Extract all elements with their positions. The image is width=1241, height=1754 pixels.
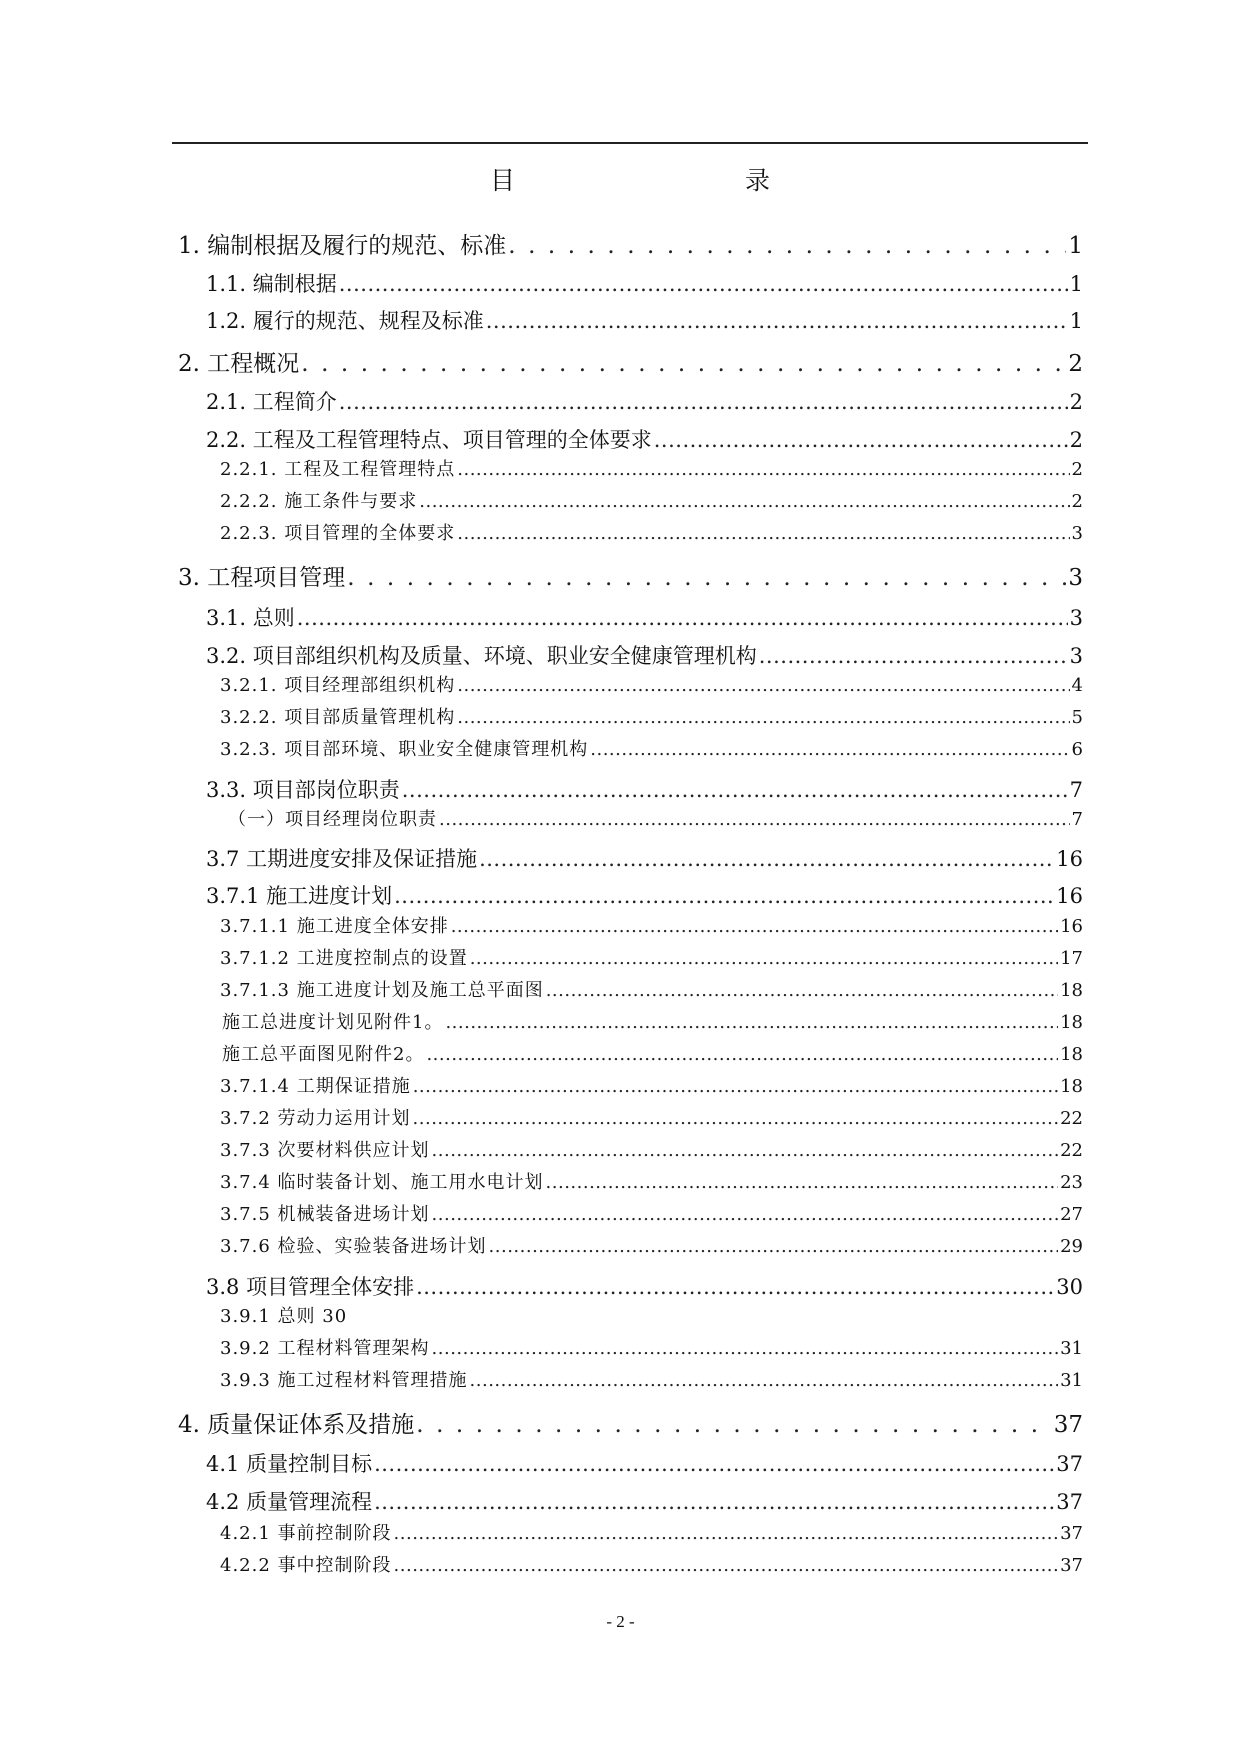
dot-leader bbox=[402, 774, 1068, 806]
dot-leader bbox=[457, 520, 1069, 548]
toc-entry-text: 3. 工程项目管理 bbox=[178, 565, 346, 591]
toc-entry-level3[interactable] bbox=[220, 1552, 1083, 1580]
toc-entry-page: 16 bbox=[1056, 847, 1083, 871]
toc-entry-page: 37 bbox=[1053, 1412, 1083, 1438]
toc-entry-level3[interactable] bbox=[220, 1520, 1083, 1548]
dot-leader bbox=[546, 977, 1058, 1005]
dot-leader bbox=[590, 736, 1069, 764]
toc-entry-page: 2 bbox=[1069, 390, 1083, 414]
toc-entry-page: 18 bbox=[1060, 1076, 1083, 1097]
toc-entry-page: 2 bbox=[1071, 491, 1083, 512]
toc-entry-level3[interactable] bbox=[220, 488, 1083, 516]
dot-leader bbox=[374, 1448, 1054, 1480]
toc-entry-page: 3 bbox=[1068, 565, 1083, 591]
toc-entry-text: 1.1. 编制根据 bbox=[206, 272, 337, 296]
toc-entry-page: 2 bbox=[1068, 351, 1083, 377]
toc-entry-text: 3.7.4 临时装备计划、施工用水电计划 bbox=[220, 1172, 544, 1193]
toc-entry-level1[interactable] bbox=[178, 229, 1083, 263]
dot-leader bbox=[416, 1271, 1054, 1303]
dot-leader bbox=[470, 1367, 1059, 1395]
toc-entry-text: 施工总进度计划见附件1。 bbox=[222, 1012, 444, 1033]
toc-entry-level2[interactable] bbox=[206, 1486, 1083, 1518]
dot-leader bbox=[445, 1009, 1058, 1037]
toc-entry-text: 3.9.3 施工过程材料管理措施 bbox=[220, 1370, 468, 1391]
toc-entry-text: 3.7.1.2 工进度控制点的设置 bbox=[220, 948, 468, 969]
dot-leader bbox=[489, 1233, 1059, 1261]
dot-leader bbox=[432, 1137, 1059, 1165]
toc-entry-text: 3.9.1 总则 30 bbox=[220, 1306, 348, 1327]
toc-entry-text: 3.2.1. 项目经理部组织机构 bbox=[220, 675, 456, 696]
toc-entry-page: 37 bbox=[1060, 1523, 1083, 1544]
toc-entry-level3[interactable] bbox=[220, 1137, 1083, 1165]
dot-leader bbox=[413, 1105, 1059, 1133]
toc-entry-level3[interactable] bbox=[220, 736, 1083, 764]
toc-entry-text: 2.2. 工程及工程管理特点、项目管理的全体要求 bbox=[206, 428, 652, 452]
toc-entry-page: 7 bbox=[1071, 809, 1083, 830]
dot-leader bbox=[439, 806, 1070, 834]
toc-entry-text: 3.7.1.4 工期保证措施 bbox=[220, 1076, 411, 1097]
toc-entry-text: 2.2.3. 项目管理的全体要求 bbox=[220, 523, 456, 544]
toc-entry-text: 3.1. 总则 bbox=[206, 606, 295, 630]
dot-leader bbox=[479, 843, 1054, 875]
toc-entry-level3[interactable] bbox=[220, 913, 1083, 941]
dot-leader bbox=[394, 1552, 1059, 1580]
dot-leader bbox=[470, 945, 1058, 973]
toc-entry-level3[interactable] bbox=[220, 704, 1083, 732]
toc-entry-level3[interactable] bbox=[220, 977, 1083, 1005]
dot-leader bbox=[457, 704, 1069, 732]
toc-entry-level2[interactable] bbox=[206, 640, 1083, 672]
toc-entry-level2[interactable] bbox=[206, 774, 1083, 806]
toc-entry-page: 4 bbox=[1071, 675, 1083, 696]
toc-entry-text: 施工总平面图见附件2。 bbox=[222, 1044, 425, 1065]
toc-entry-level3[interactable] bbox=[220, 1201, 1083, 1229]
toc-entry-text: 4. 质量保证体系及措施 bbox=[178, 1412, 415, 1438]
toc-entry-text: 3.2.3. 项目部环境、职业安全健康管理机构 bbox=[220, 739, 589, 760]
dot-leader bbox=[301, 347, 1066, 381]
toc-entry-text: 3.7.1 施工进度计划 bbox=[206, 884, 393, 908]
toc-entry-level2[interactable] bbox=[206, 1448, 1083, 1480]
toc-entry-level3[interactable] bbox=[220, 1233, 1083, 1261]
toc-entry-text: 2.2.1. 工程及工程管理特点 bbox=[220, 459, 456, 480]
toc-entry-text: （一）项目经理岗位职责 bbox=[228, 809, 437, 830]
dot-leader bbox=[297, 602, 1068, 634]
toc-entry-text: 4.2.1 事前控制阶段 bbox=[220, 1523, 392, 1544]
dot-leader bbox=[654, 424, 1068, 456]
toc-entry-level3[interactable] bbox=[222, 1009, 1083, 1037]
dot-leader bbox=[347, 561, 1066, 595]
toc-entry-level3[interactable] bbox=[220, 520, 1083, 548]
toc-entry-text: 3.7 工期进度安排及保证措施 bbox=[206, 847, 478, 871]
dot-leader bbox=[546, 1169, 1059, 1197]
toc-entry-text: 4.1 质量控制目标 bbox=[206, 1452, 373, 1476]
toc-entry-page: 1 bbox=[1068, 233, 1083, 259]
toc-entry-page: 31 bbox=[1060, 1338, 1083, 1359]
toc-entry-text: 3.2. 项目部组织机构及质量、环境、职业安全健康管理机构 bbox=[206, 644, 757, 668]
toc-entry-text: 3.7.1.3 施工进度计划及施工总平面图 bbox=[220, 980, 544, 1001]
toc-entry-page: 3 bbox=[1069, 606, 1083, 630]
toc-entry-page: 16 bbox=[1056, 884, 1083, 908]
dot-leader bbox=[426, 1041, 1058, 1069]
toc-entry-text: 3.8 项目管理全体安排 bbox=[206, 1275, 415, 1299]
toc-entry-page: 18 bbox=[1060, 1012, 1083, 1033]
toc-entry-page: 1 bbox=[1069, 272, 1083, 296]
toc-entry-page: 2 bbox=[1071, 459, 1083, 480]
dot-leader bbox=[413, 1073, 1058, 1101]
toc-entry-level2[interactable] bbox=[206, 843, 1083, 875]
toc-entry-page: 31 bbox=[1060, 1370, 1083, 1391]
dot-leader bbox=[416, 1408, 1051, 1442]
dot-leader bbox=[432, 1201, 1059, 1229]
toc-entry-page: 18 bbox=[1060, 1044, 1083, 1065]
toc-entry-text: 3.9.2 工程材料管理架构 bbox=[220, 1338, 430, 1359]
toc-entry-page: 2 bbox=[1069, 428, 1083, 452]
toc-entry-page: 22 bbox=[1060, 1108, 1083, 1129]
toc-entry-page: 5 bbox=[1071, 707, 1083, 728]
toc-entry-text: 1.2. 履行的规范、规程及标准 bbox=[206, 309, 484, 333]
toc-entry-page: 37 bbox=[1060, 1555, 1083, 1576]
toc-entry-page: 6 bbox=[1071, 739, 1083, 760]
toc-entry-page: 17 bbox=[1060, 948, 1083, 969]
toc-entry-level3[interactable] bbox=[220, 672, 1083, 700]
toc-entry-level3[interactable] bbox=[220, 456, 1083, 484]
dot-leader bbox=[508, 229, 1066, 263]
toc-entry-text: 2. 工程概况 bbox=[178, 351, 300, 377]
toc-entry-level3[interactable] bbox=[220, 945, 1083, 973]
dot-leader bbox=[451, 913, 1058, 941]
toc-entry-level3[interactable] bbox=[220, 1303, 1083, 1331]
toc-entry-page: 18 bbox=[1060, 980, 1083, 1001]
toc-entry-text: 3.7.2 劳动力运用计划 bbox=[220, 1108, 411, 1129]
toc-title: 目 录 bbox=[489, 166, 830, 195]
toc-entry-page: 16 bbox=[1060, 916, 1083, 937]
toc-entry-level3[interactable] bbox=[220, 1105, 1083, 1133]
toc-entry-page: 30 bbox=[1056, 1275, 1083, 1299]
dot-leader bbox=[394, 1520, 1059, 1548]
dot-leader bbox=[339, 268, 1068, 300]
toc-entry-page: 1 bbox=[1069, 309, 1083, 333]
toc-entry-text: 1. 编制根据及履行的规范、标准 bbox=[178, 233, 507, 259]
toc-entry-level2[interactable] bbox=[206, 268, 1083, 300]
dot-leader bbox=[339, 386, 1068, 418]
toc-entry-level3[interactable] bbox=[222, 1041, 1083, 1069]
toc-entry-text: 3.7.1.1 施工进度全体安排 bbox=[220, 916, 449, 937]
toc-entry-text: 4.2.2 事中控制阶段 bbox=[220, 1555, 392, 1576]
toc-entry-level3[interactable] bbox=[220, 1335, 1083, 1363]
dot-leader bbox=[374, 1486, 1054, 1518]
toc-entry-text: 2.2.2. 施工条件与要求 bbox=[220, 491, 418, 512]
toc-entry-level3[interactable] bbox=[220, 1367, 1083, 1395]
toc-entry-level3[interactable] bbox=[228, 806, 1083, 834]
dot-leader bbox=[457, 672, 1069, 700]
dot-leader bbox=[432, 1335, 1059, 1363]
dot-leader bbox=[419, 488, 1069, 516]
toc-entry-text: 3.7.3 次要材料供应计划 bbox=[220, 1140, 430, 1161]
toc-entry-level3[interactable] bbox=[220, 1073, 1083, 1101]
toc-entry-page: 23 bbox=[1060, 1172, 1083, 1193]
toc-entry-level2[interactable] bbox=[206, 1271, 1083, 1303]
toc-entry-text: 4.2 质量管理流程 bbox=[206, 1490, 373, 1514]
toc-entry-page: 22 bbox=[1060, 1140, 1083, 1161]
toc-entry-level2[interactable] bbox=[206, 386, 1083, 418]
toc-entry-level1[interactable] bbox=[178, 1408, 1083, 1442]
toc-entry-page: 29 bbox=[1060, 1236, 1083, 1257]
toc-entry-page: 3 bbox=[1069, 644, 1083, 668]
toc-entry-text: 3.7.5 机械装备进场计划 bbox=[220, 1204, 430, 1225]
toc-entry-level2[interactable] bbox=[206, 602, 1083, 634]
page-number-footer: - 2 - bbox=[606, 1612, 635, 1631]
toc-entry-level2[interactable] bbox=[206, 880, 1083, 912]
toc-entry-page: 37 bbox=[1056, 1452, 1083, 1476]
toc-entry-text: 3.3. 项目部岗位职责 bbox=[206, 778, 400, 802]
toc-entry-text: 3.7.6 检验、实验装备进场计划 bbox=[220, 1236, 487, 1257]
toc-entry-level2[interactable] bbox=[206, 424, 1083, 456]
toc-entry-text: 3.2.2. 项目部质量管理机构 bbox=[220, 707, 456, 728]
toc-entry-page: 37 bbox=[1056, 1490, 1083, 1514]
dot-leader bbox=[457, 456, 1069, 484]
dot-leader bbox=[394, 880, 1054, 912]
dot-leader bbox=[486, 305, 1068, 337]
toc-entry-page: 7 bbox=[1069, 778, 1083, 802]
toc-entry-page: 3 bbox=[1071, 523, 1083, 544]
toc-entry-text: 2.1. 工程简介 bbox=[206, 390, 337, 414]
toc-entry-level1[interactable] bbox=[178, 561, 1083, 595]
dot-leader bbox=[759, 640, 1068, 672]
toc-entry-page: 27 bbox=[1060, 1204, 1083, 1225]
toc-entry-level1[interactable] bbox=[178, 347, 1083, 381]
toc-entry-level2[interactable] bbox=[206, 305, 1083, 337]
toc-entry-level3[interactable] bbox=[220, 1169, 1083, 1197]
